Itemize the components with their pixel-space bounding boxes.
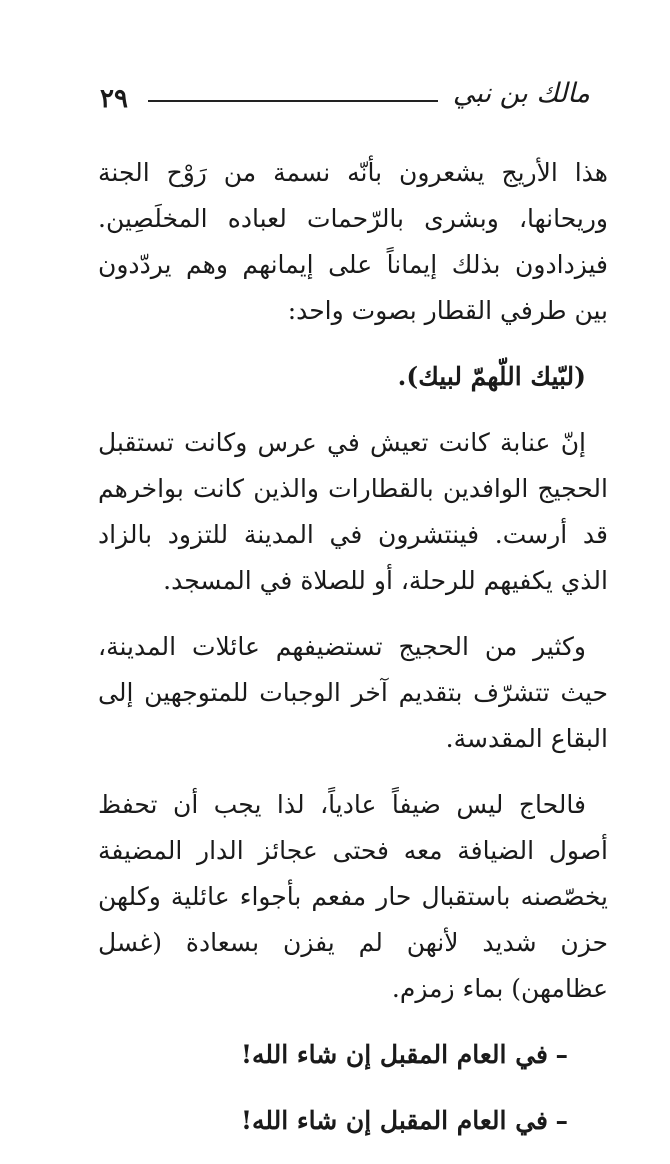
paragraph-3: وكثير من الحجيج تستضيفهم عائلات المدينة، حيث تتشرّف بتقديم آخر الوجبات للمتوجهين إلى البقاع المقدسة. [98,632,608,753]
body-text [98,150,608,1164]
dialogue-line [98,1098,608,1144]
page-number: ٢٩ [100,84,128,114]
dialogue-line [98,1032,608,1078]
header-rule [148,100,438,102]
paragraph-1: هذا الأريج يشعرون بأنّه نسمة من رَوْح الجنة وريحانها، وبشرى بالرّحمات لعباده المخلَصِين. فيزدادون بذلك إيماناً على إيمانهم وهم يردّدون بين طرفي القطار بصوت واحد: [98,158,608,325]
page-header [100,78,590,126]
running-title: مالك بن نبي [452,78,590,109]
dialogue-text: في العام المقبل إن شاء الله! [240,1040,548,1069]
paragraph-4: فالحاج ليس ضيفاً عادياً، لذا يجب أن تحفظ أصول الضيافة معه فحتى عجائز الدار المضيفة يخصّصنه باستقبال حار مفعم بأجواء عائلية وكلهن حزن شديد لأنهن لم يفزن بسعادة (غسل عظامهن) بماء زمزم. [98,790,608,1003]
talbiya-line: (لبّيك اللّهمّ لبيك). [397,362,586,391]
dialogue-dash: – [555,1040,568,1069]
paragraph-2: إنّ عنابة كانت تعيش في عرس وكانت تستقبل الحجيج الوافدين بالقطارات والذين كانت بواخرهم قد أرست. فينتشرون في المدينة للتزود بالزاد الذي يكفيهم للرحلة، أو للصلاة في المسجد. [98,428,608,595]
dialogue-dash: – [555,1106,568,1135]
dialogue-text: في العام المقبل إن شاء الله! [240,1106,548,1135]
dialogue-list [98,1032,608,1144]
